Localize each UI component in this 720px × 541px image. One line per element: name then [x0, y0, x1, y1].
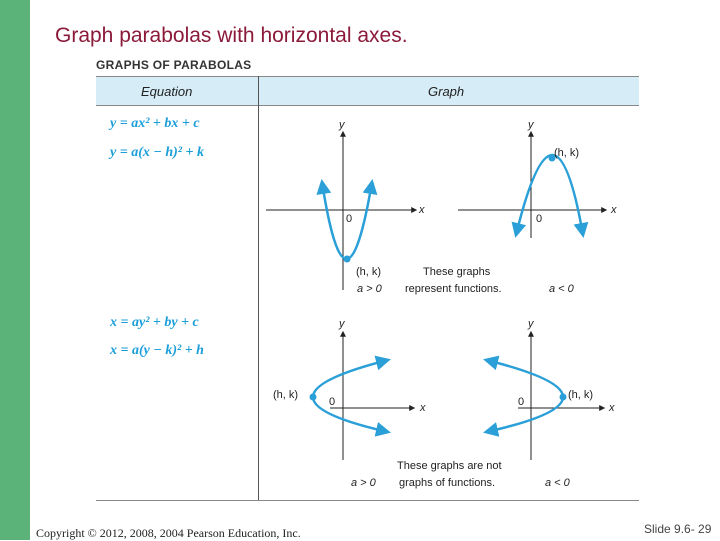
x-axis-label: x — [609, 402, 615, 414]
y-axis-label: y — [339, 318, 345, 330]
origin-label: 0 — [536, 213, 543, 225]
condition-row1-right: a < 0 — [549, 283, 574, 295]
x-axis-label: x — [419, 204, 425, 216]
equation-horizontal-vertex: x = a(y − k)² + h — [110, 343, 204, 358]
equation-vertical-standard: y = ax² + bx + c — [110, 116, 200, 131]
note-row2-line1: These graphs are not — [397, 460, 502, 472]
y-axis-label: y — [528, 318, 534, 330]
vertex-point — [344, 256, 351, 263]
y-axis-label: y — [339, 119, 345, 131]
slide-title: Graph parabolas with horizontal axes. — [55, 24, 408, 47]
condition-row2-left: a > 0 — [351, 477, 376, 489]
vertex-label: (h, k) — [568, 389, 594, 401]
vertex-label: (h, k) — [273, 389, 299, 401]
slide-number: Slide 9.6- 29 — [644, 522, 712, 536]
equation-vertical-vertex: y = a(x − h)² + k — [110, 145, 204, 160]
origin-label: 0 — [518, 396, 525, 408]
equation-horizontal-standard: x = ay² + by + c — [110, 315, 199, 330]
x-axis-label: x — [611, 204, 617, 216]
graph-opens-up — [266, 119, 425, 290]
origin-label: 0 — [346, 213, 353, 225]
graph-opens-down — [458, 119, 617, 238]
vertex-label: (h, k) — [356, 266, 382, 278]
vertex-point — [310, 394, 317, 401]
note-row1-line2: represent functions. — [405, 283, 502, 295]
x-axis-label: x — [420, 402, 426, 414]
graph-opens-right — [273, 318, 426, 460]
graph-opens-left — [486, 318, 615, 460]
table-caption: GRAPHS OF PARABOLAS — [96, 58, 252, 72]
condition-row1-left: a > 0 — [357, 283, 382, 295]
vertex-label: (h, k) — [554, 147, 580, 159]
note-row2-line2: graphs of functions. — [399, 477, 496, 489]
copyright-footer: Copyright © 2012, 2008, 2004 Pearson Education, Inc. — [36, 526, 301, 540]
parabola-curve — [486, 360, 563, 432]
origin-label: 0 — [329, 396, 336, 408]
y-axis-label: y — [528, 119, 534, 131]
parabola-curve — [516, 155, 583, 235]
note-row1-line1: These graphs — [423, 266, 491, 278]
column-header-graph: Graph — [428, 84, 465, 99]
condition-row2-right: a < 0 — [545, 477, 570, 489]
column-header-equation: Equation — [141, 84, 193, 99]
parabola-curve — [313, 360, 388, 432]
vertex-point — [560, 394, 567, 401]
